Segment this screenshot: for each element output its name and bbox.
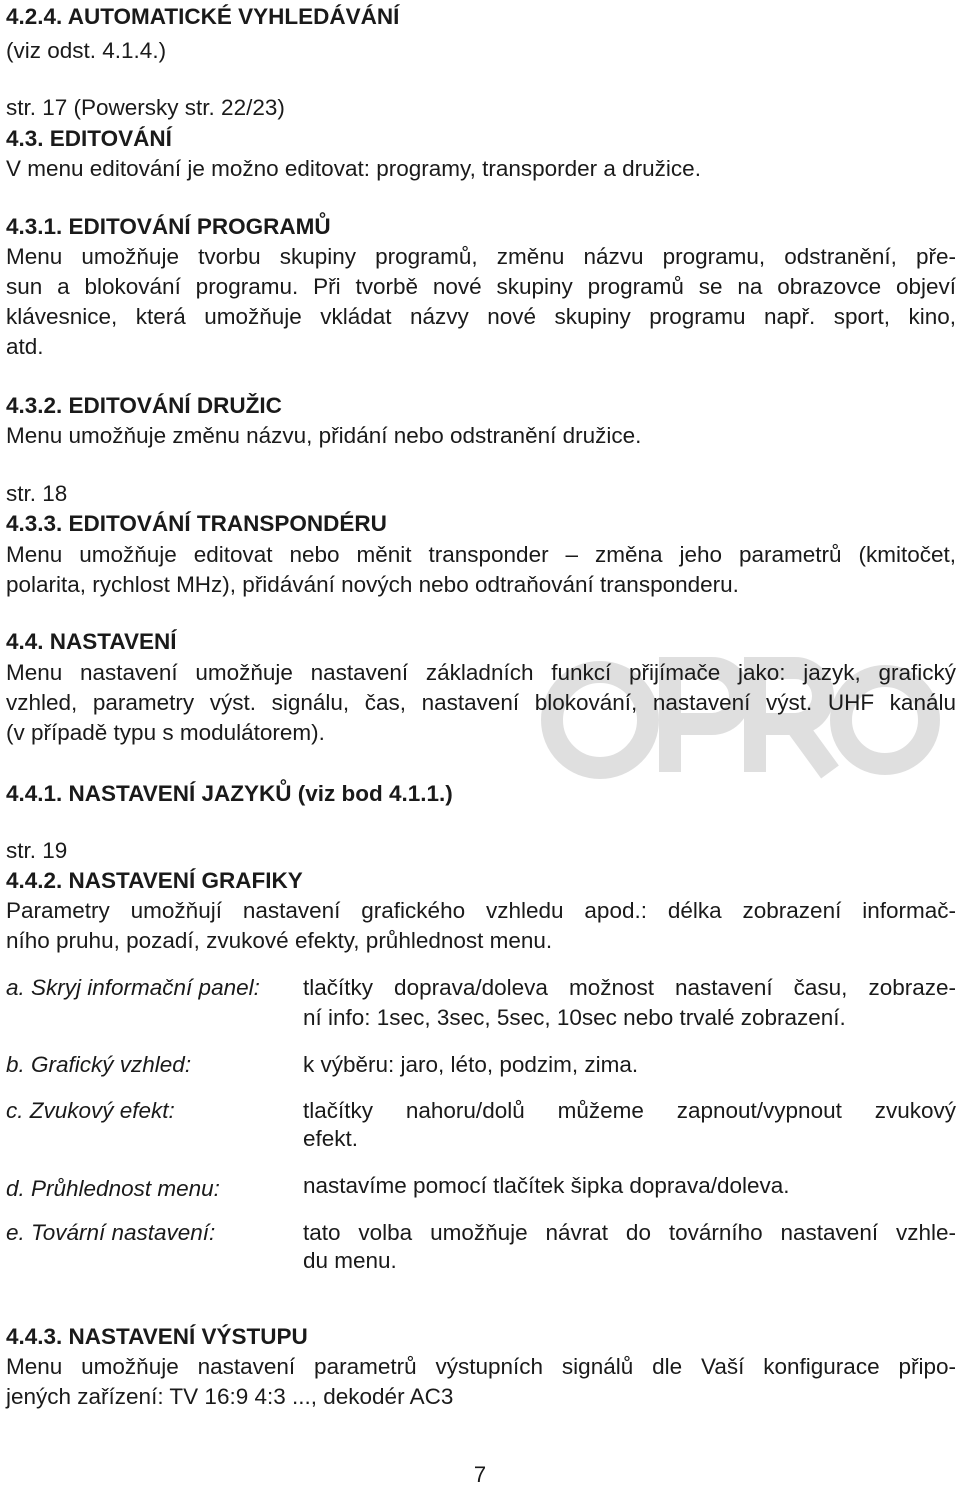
- paragraph-4-3: V menu editování je možno editovat: programy, transporder a družice.: [6, 156, 701, 181]
- heading-4-4: 4.4. NASTAVENÍ: [6, 629, 177, 654]
- option-text-line: tlačítky doprava/doleva možnost nastavení času, zobraze-: [303, 975, 956, 1000]
- option-label: a. Skryj informační panel:: [6, 975, 260, 1000]
- heading-4-3-2: 4.3.2. EDITOVÁNÍ DRUŽIC: [6, 393, 282, 418]
- page-reference: str. 17 (Powersky str. 22/23): [6, 95, 285, 120]
- paragraph-4-4-2-line: Parametry umožňují nastavení grafického vzhledu apod.: délka zobrazení informač-: [6, 898, 956, 923]
- option-text-line: ní info: 1sec, 3sec, 5sec, 10sec nebo trvalé zobrazení.: [303, 1005, 846, 1030]
- option-label: c. Zvukový efekt:: [6, 1098, 175, 1123]
- option-text-line: k výběru: jaro, léto, podzim, zima.: [303, 1052, 639, 1077]
- paragraph-4-3-3-line: Menu umožňuje editovat nebo měnit transponder – změna jeho parametrů (kmitočet,: [6, 542, 956, 567]
- paragraph-4-3-3-line: polarita, rychlost MHz), přidávání nových nebo odtraňování transponderu.: [6, 572, 739, 597]
- heading-4-4-1: 4.4.1. NASTAVENÍ JAZYKŮ (viz bod 4.1.1.): [6, 781, 453, 806]
- heading-4-3-3: 4.3.3. EDITOVÁNÍ TRANSPONDÉRU: [6, 511, 387, 536]
- paragraph-4-4-line: (v případě typu s modulátorem).: [6, 720, 325, 745]
- reference-text: (viz odst. 4.1.4.): [6, 38, 167, 63]
- paragraph-4-3-1-line: sun a blokování programu. Při tvorbě nové skupiny programů se na obrazovce objeví: [6, 274, 956, 299]
- heading-4-4-2: 4.4.2. NASTAVENÍ GRAFIKY: [6, 868, 303, 893]
- paragraph-4-4-2-line: ního pruhu, pozadí, zvukové efekty, průhlednost menu.: [6, 928, 553, 953]
- option-text-line: du menu.: [303, 1248, 397, 1273]
- page-reference: str. 19: [6, 838, 68, 863]
- paragraph-4-4-3-line: jených zařízení: TV 16:9 4:3 ..., dekodér AC3: [6, 1384, 454, 1409]
- paragraph-4-4-line: vzhled, parametry výst. signálu, čas, nastavení blokování, nastavení výst. UHF kanálu: [6, 690, 956, 715]
- heading-4-3-1: 4.3.1. EDITOVÁNÍ PROGRAMŮ: [6, 214, 331, 239]
- heading-4-2-4: 4.2.4. AUTOMATICKÉ VYHLEDÁVÁNÍ: [6, 4, 400, 29]
- option-label: b. Grafický vzhled:: [6, 1052, 192, 1077]
- page-number: 7: [473, 1462, 487, 1487]
- heading-4-4-3: 4.4.3. NASTAVENÍ VÝSTUPU: [6, 1324, 308, 1349]
- heading-4-3: 4.3. EDITOVÁNÍ: [6, 126, 172, 151]
- option-text-line: tato volba umožňuje návrat do továrního nastavení vzhle-: [303, 1220, 956, 1245]
- paragraph-4-3-1-line: klávesnice, která umožňuje vkládat názvy nové skupiny programu např. sport, kino,: [6, 304, 956, 329]
- page-reference: str. 18: [6, 481, 68, 506]
- paragraph-4-3-1-line: Menu umožňuje tvorbu skupiny programů, změnu názvu programu, odstranění, pře-: [6, 244, 956, 269]
- option-text-line: nastavíme pomocí tlačítek šipka doprava/doleva.: [303, 1173, 790, 1198]
- paragraph-4-4-line: Menu nastavení umožňuje nastavení základních funkcí přijímače jako: jazyk, grafický: [6, 660, 956, 685]
- option-label: d. Průhlednost menu:: [6, 1176, 220, 1201]
- option-label: e. Tovární nastavení:: [6, 1220, 216, 1245]
- option-text-line: tlačítky nahoru/dolů můžeme zapnout/vypnout zvukový: [303, 1098, 956, 1123]
- paragraph-4-3-2: Menu umožňuje změnu názvu, přidání nebo odstranění družice.: [6, 423, 642, 448]
- option-text-line: efekt.: [303, 1126, 359, 1151]
- paragraph-4-4-3-line: Menu umožňuje nastavení parametrů výstupních signálů dle Vaší konfigurace připo-: [6, 1354, 956, 1379]
- paragraph-4-3-1-line: atd.: [6, 334, 44, 359]
